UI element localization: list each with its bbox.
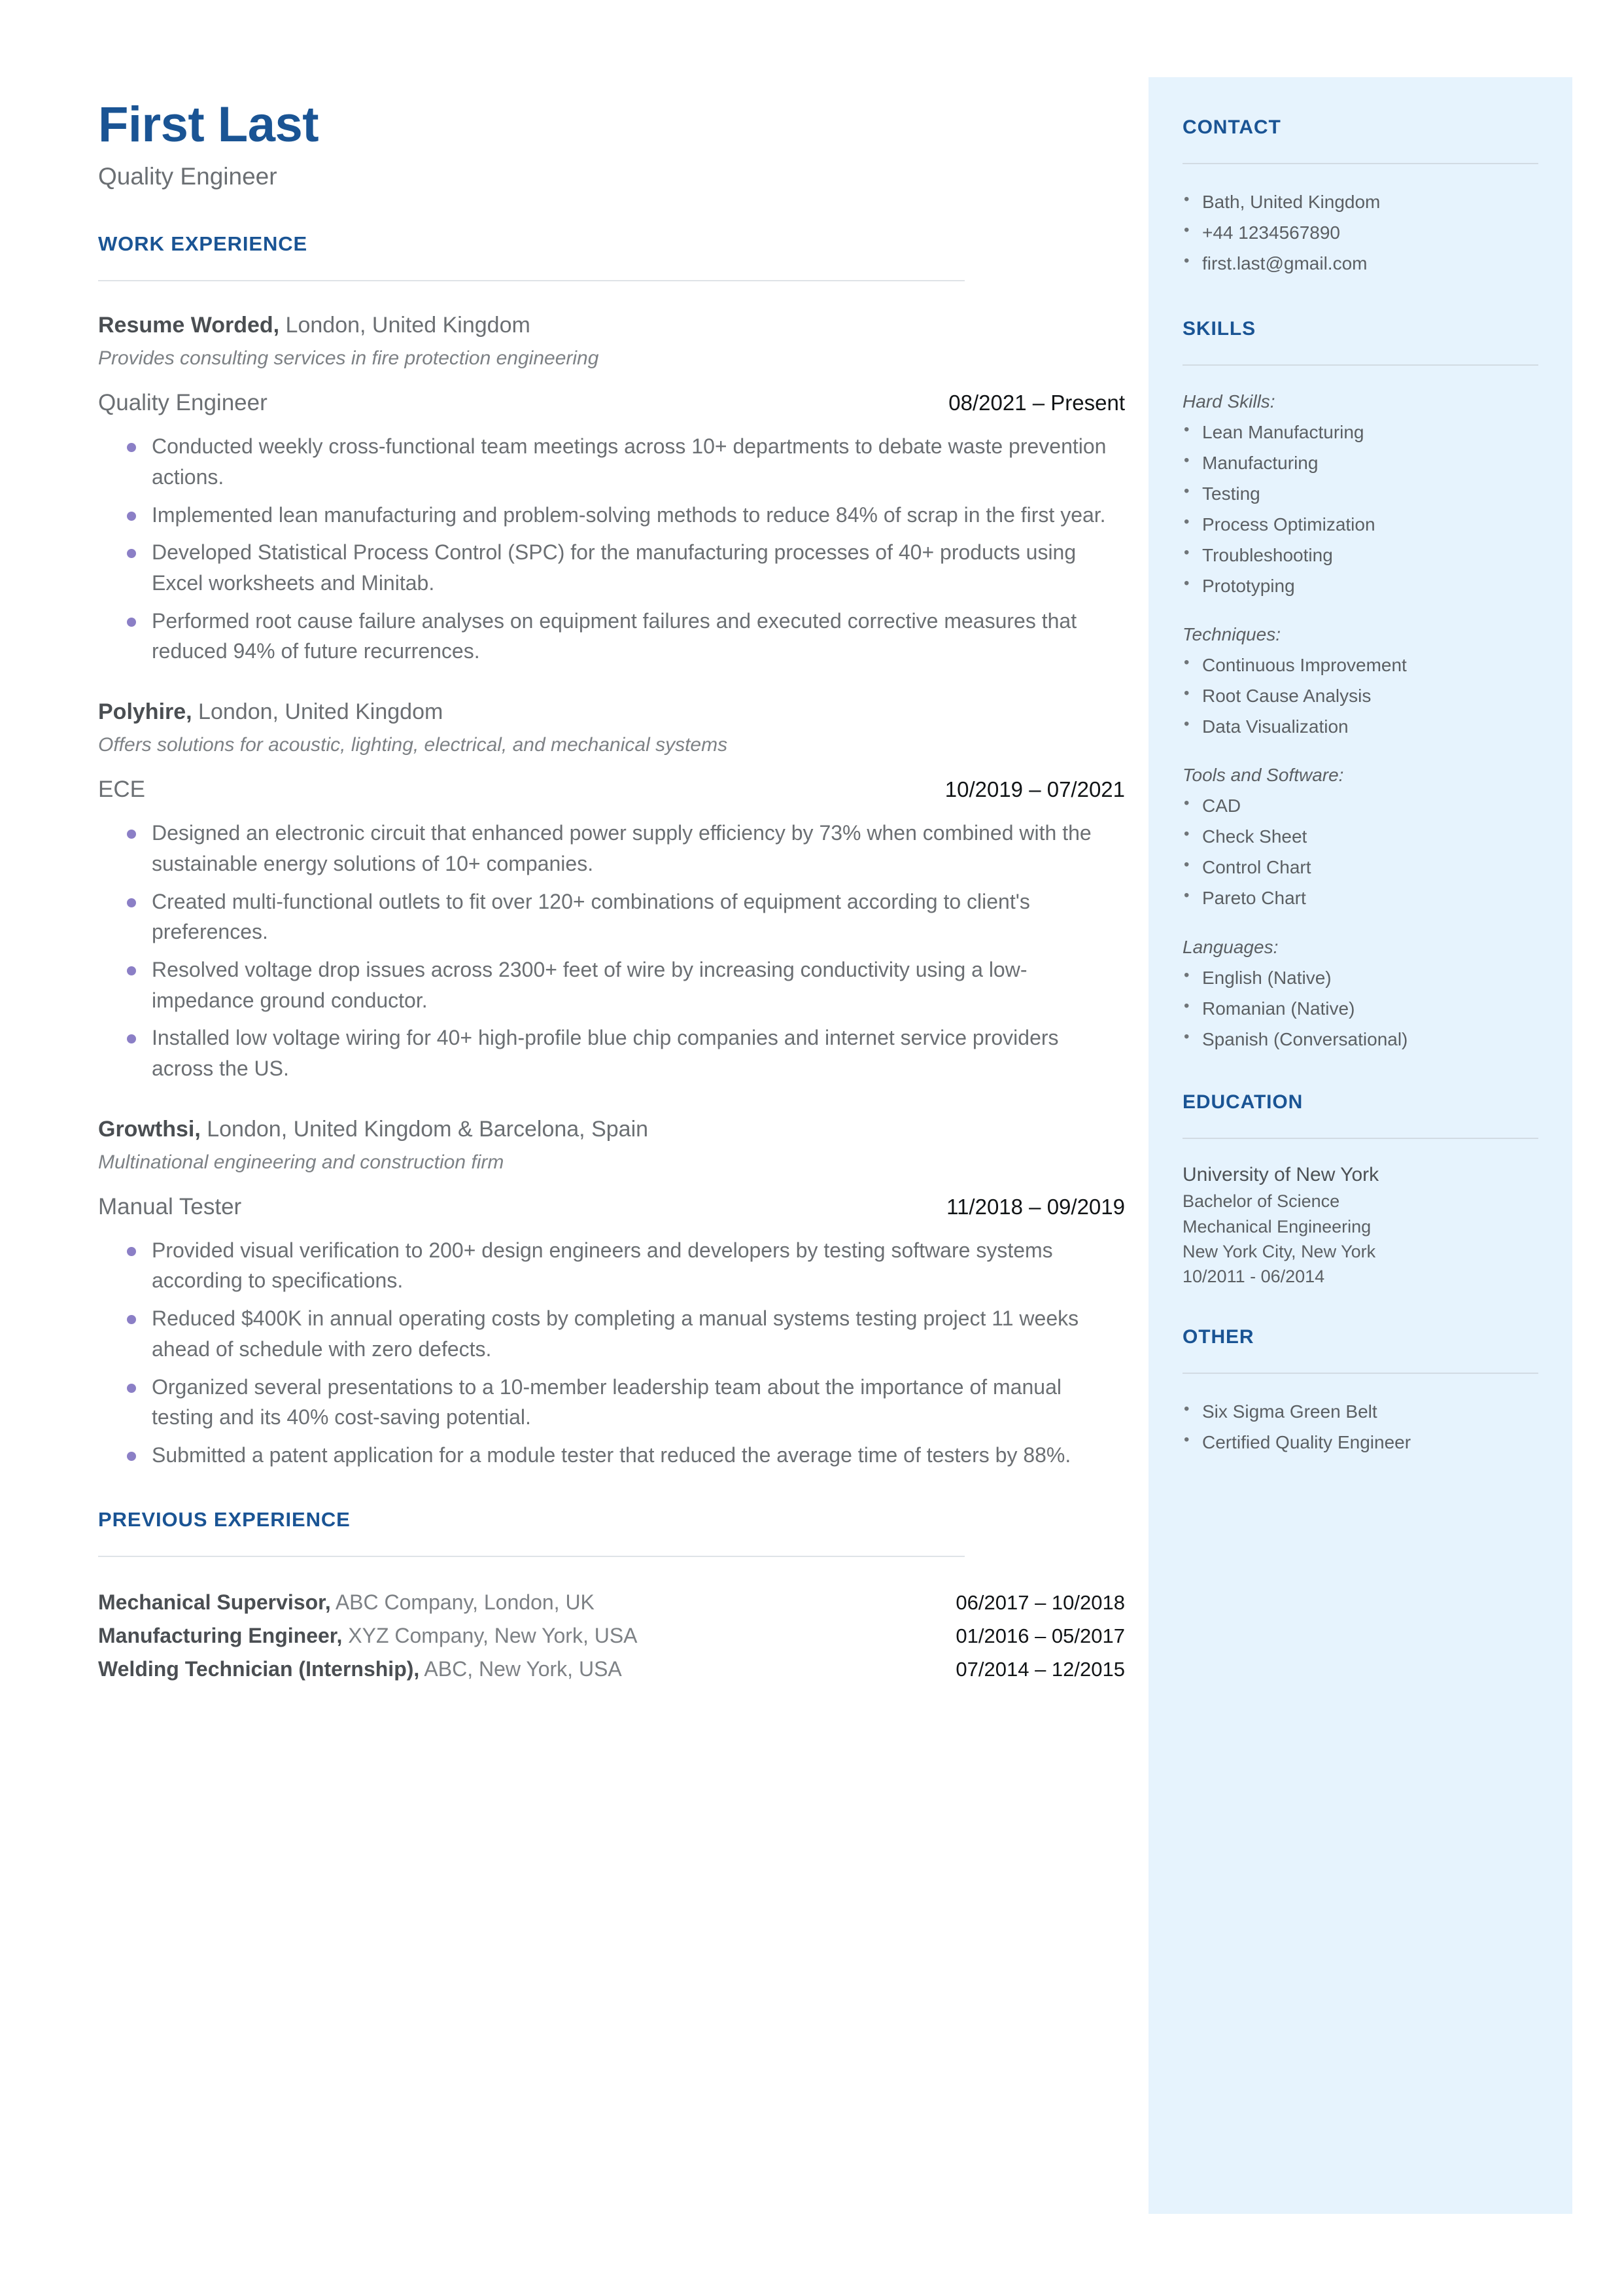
skills-group-label-languages: Languages:	[1183, 936, 1279, 957]
skills-group-languages	[1183, 934, 1538, 1055]
previous-experience-title: Mechanical Supervisor,	[98, 1590, 331, 1614]
job-role-title: Quality Engineer	[98, 390, 268, 416]
job-company-description: Multinational engineering and construction firm	[98, 1151, 504, 1173]
job-bullet-list	[98, 1235, 1125, 1471]
job-company-location: London, United Kingdom & Barcelona, Spain	[200, 1116, 649, 1142]
divider-work-experience	[98, 280, 965, 281]
job-company-description: Provides consulting services in fire protection engineering	[98, 347, 599, 370]
section-heading-previous-experience: PREVIOUS EXPERIENCE	[98, 1507, 351, 1531]
section-heading-work-experience: WORK EXPERIENCE	[98, 232, 308, 256]
previous-experience-row	[98, 1619, 1125, 1653]
main-column	[98, 98, 1125, 1686]
language-item: • English (Native)	[1183, 962, 1538, 993]
skills-group-label-techniques: Techniques:	[1183, 624, 1281, 645]
other-item: • Six Sigma Green Belt	[1183, 1396, 1538, 1427]
education-entry	[1183, 1161, 1538, 1289]
job-role-dates: 08/2021 – Present	[948, 391, 1125, 415]
education-dates: 10/2011 - 06/2014	[1183, 1267, 1325, 1287]
divider-other	[1183, 1373, 1538, 1374]
skills-group-hard	[1183, 388, 1538, 601]
skills-list-techniques	[1183, 650, 1538, 742]
skills-list-languages	[1183, 962, 1538, 1055]
job-bullet: Resolved voltage drop issues across 2300+ feet of wire by increasing conductivity using a low-impedance ground conductor.	[98, 955, 1125, 1015]
job-bullet: Created multi-functional outlets to fit over 120+ combinations of equipment according to client's preferences.	[98, 886, 1125, 947]
job-bullet-list	[98, 818, 1125, 1084]
job-bullet-list	[98, 431, 1125, 667]
job-role-dates: 11/2018 – 09/2019	[946, 1194, 1125, 1219]
section-work-experience	[98, 233, 1125, 1471]
other-item: • Certified Quality Engineer	[1183, 1427, 1538, 1458]
skills-group-label-hard: Hard Skills:	[1183, 391, 1275, 412]
sidebar-heading-other: OTHER	[1183, 1325, 1254, 1348]
previous-experience-detail: XYZ Company, New York, USA	[342, 1623, 638, 1647]
job-bullet: Submitted a patent application for a module tester that reduced the average time of testers by 88%.	[98, 1440, 1125, 1471]
job-company-location: London, United Kingdom	[192, 699, 443, 725]
skill-item: • Pareto Chart	[1183, 883, 1538, 913]
job-company-name: Polyhire,	[98, 699, 192, 725]
previous-experience-row	[98, 1653, 1125, 1686]
divider-education	[1183, 1138, 1538, 1139]
previous-experience-detail: ABC Company, London, UK	[330, 1590, 595, 1614]
skill-item: • Root Cause Analysis	[1183, 680, 1538, 711]
contact-item-location[interactable]: • Bath, United Kingdom	[1183, 186, 1538, 217]
previous-experience-label	[98, 1586, 595, 1619]
previous-experience-row	[98, 1586, 1125, 1619]
job-company-row	[98, 310, 1125, 341]
education-degree: Bachelor of Science	[1183, 1191, 1340, 1212]
previous-experience-dates: 06/2017 – 10/2018	[956, 1590, 1125, 1614]
job-role-title: ECE	[98, 777, 145, 803]
previous-experience-title: Manufacturing Engineer,	[98, 1623, 343, 1647]
divider-contact	[1183, 163, 1538, 164]
job-company-row	[98, 697, 1125, 727]
skill-item: • Continuous Improvement	[1183, 650, 1538, 680]
sidebar-heading-education: EDUCATION	[1183, 1091, 1304, 1113]
sidebar-heading-skills: SKILLS	[1183, 318, 1256, 340]
skill-item: • Check Sheet	[1183, 821, 1538, 852]
job-role-title: Manual Tester	[98, 1193, 242, 1219]
job-entry	[98, 1114, 1125, 1471]
job-bullet: Developed Statistical Process Control (SPC) for the manufacturing processes of 40+ products using Excel worksheets and Minitab.	[98, 537, 1125, 598]
section-previous-experience	[98, 1509, 1125, 1686]
job-role-dates: 10/2019 – 07/2021	[944, 777, 1125, 802]
job-role-row	[98, 1193, 1125, 1221]
job-bullet: Installed low voltage wiring for 40+ high-profile blue chip companies and internet service providers across the US.	[98, 1023, 1125, 1083]
skill-item: • Testing	[1183, 478, 1538, 509]
job-bullet: Designed an electronic circuit that enhanced power supply efficiency by 73% when combined with the sustainable energy solutions of 10+ companies.	[98, 818, 1125, 879]
contact-list-wrapper	[1183, 186, 1538, 279]
previous-experience-detail: ABC, New York, USA	[419, 1656, 622, 1681]
job-company-row	[98, 1114, 1125, 1145]
candidate-name: First Last	[98, 97, 319, 152]
previous-experience-list	[98, 1586, 1125, 1686]
skills-list-hard	[1183, 417, 1538, 601]
job-role-row	[98, 389, 1125, 417]
skill-item: • Data Visualization	[1183, 711, 1538, 742]
job-entry	[98, 697, 1125, 1084]
language-item: • Romanian (Native)	[1183, 993, 1538, 1024]
contact-item-phone[interactable]: • +44 1234567890	[1183, 217, 1538, 248]
sidebar-heading-contact: CONTACT	[1183, 116, 1281, 138]
other-list	[1183, 1396, 1538, 1458]
previous-experience-label	[98, 1653, 622, 1686]
job-company-description: Offers solutions for acoustic, lighting, electrical, and mechanical systems	[98, 734, 728, 756]
skill-item: • Manufacturing	[1183, 447, 1538, 478]
divider-skills	[1183, 364, 1538, 366]
other-list-wrapper	[1183, 1396, 1538, 1458]
job-company-name: Growthsi,	[98, 1116, 201, 1142]
job-bullet: Conducted weekly cross-functional team meetings across 10+ departments to debate waste prevention actions.	[98, 431, 1125, 492]
job-company-name: Resume Worded,	[98, 313, 280, 338]
job-bullet: Performed root cause failure analyses on equipment failures and executed corrective measures that reduced 94% of future recurrences.	[98, 606, 1125, 667]
job-bullet: Reduced $400K in annual operating costs by completing a manual systems testing project 11 weeks ahead of schedule with zero defects.	[98, 1303, 1125, 1364]
skill-item: • CAD	[1183, 790, 1538, 821]
skills-group-label-tools: Tools and Software:	[1183, 765, 1344, 786]
skill-item: • Process Optimization	[1183, 509, 1538, 540]
skills-group-techniques	[1183, 621, 1538, 742]
job-entry	[98, 310, 1125, 667]
job-role-row	[98, 776, 1125, 803]
skills-group-tools	[1183, 762, 1538, 913]
sidebar	[1149, 77, 1572, 2214]
candidate-headline: Quality Engineer	[98, 163, 277, 190]
skill-item: • Troubleshooting	[1183, 540, 1538, 570]
previous-experience-title: Welding Technician (Internship),	[98, 1656, 420, 1681]
skills-list-tools	[1183, 790, 1538, 913]
skill-item: • Lean Manufacturing	[1183, 417, 1538, 447]
skill-item: • Control Chart	[1183, 852, 1538, 883]
education-school: University of New York	[1183, 1163, 1379, 1185]
job-bullet: Provided visual verification to 200+ design engineers and developers by testing software systems according to specifications.	[98, 1235, 1125, 1296]
job-bullet: Organized several presentations to a 10-member leadership team about the importance of manual testing and its 40% cost-saving potential.	[98, 1372, 1125, 1433]
previous-experience-label	[98, 1619, 638, 1653]
skill-item: • Prototyping	[1183, 570, 1538, 601]
contact-list	[1183, 186, 1538, 279]
job-bullet: Implemented lean manufacturing and problem-solving methods to reduce 84% of scrap in the first year.	[98, 500, 1125, 531]
previous-experience-dates: 01/2016 – 05/2017	[956, 1624, 1125, 1647]
education-location: New York City, New York	[1183, 1241, 1376, 1261]
previous-experience-dates: 07/2014 – 12/2015	[956, 1657, 1125, 1681]
contact-item-email[interactable]: • first.last@gmail.com	[1183, 248, 1538, 279]
education-field: Mechanical Engineering	[1183, 1216, 1372, 1236]
divider-previous-experience	[98, 1556, 965, 1557]
language-item: • Spanish (Conversational)	[1183, 1024, 1538, 1055]
job-company-location: London, United Kingdom	[279, 313, 530, 338]
